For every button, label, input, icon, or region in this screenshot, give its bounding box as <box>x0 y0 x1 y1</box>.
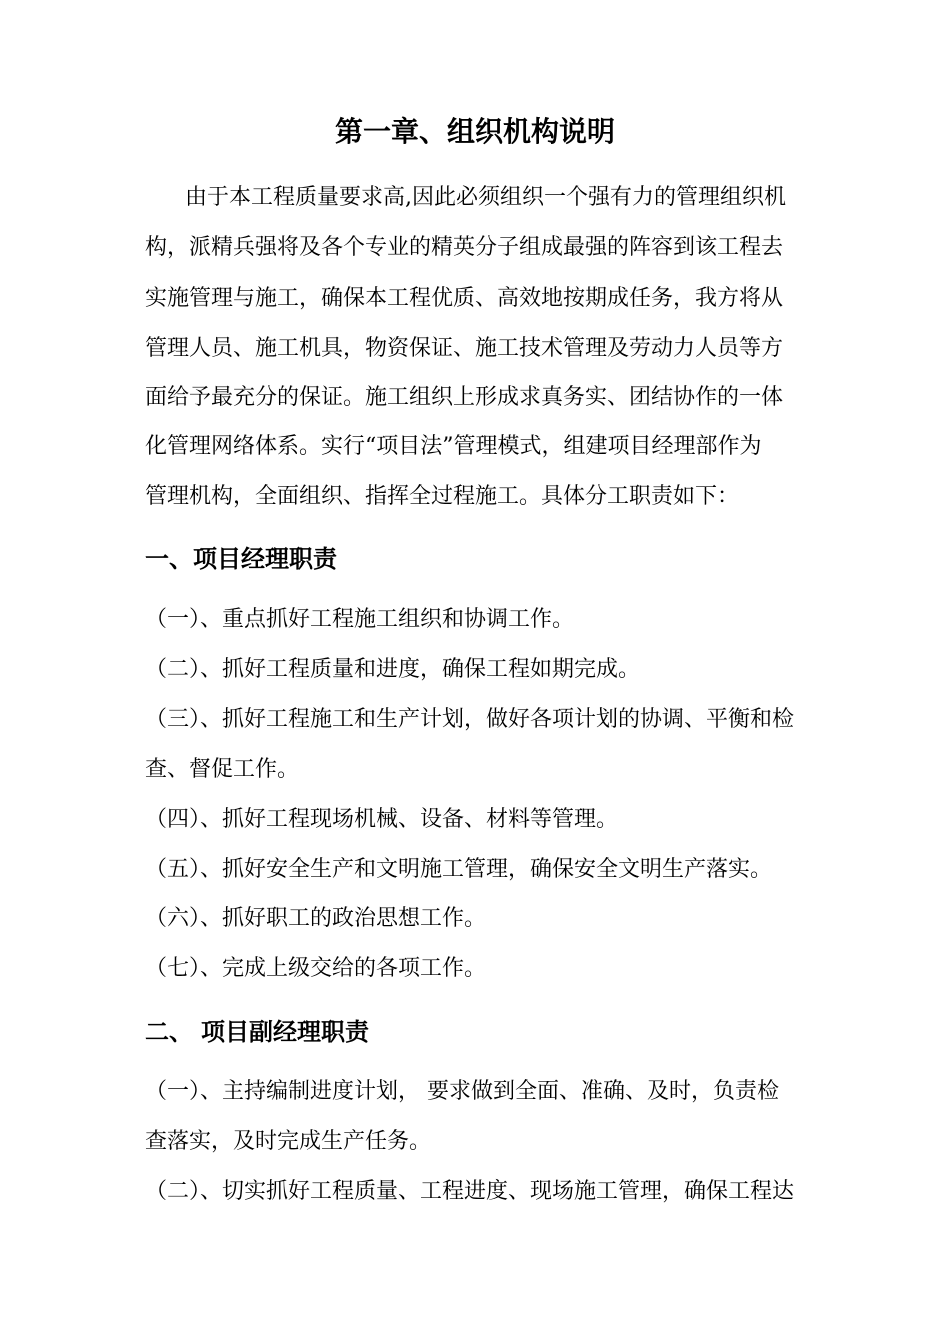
section-heading-2-text: 项目副经理职责 <box>201 1018 369 1046</box>
section-heading-2 <box>145 1015 369 1049</box>
section1-line-6: （五）、抓好安全生产和文明施工管理，确保安全文明生产落实。 <box>145 857 773 882</box>
section-heading-1: 一、项目经理职责 <box>145 545 337 573</box>
section1-line-1: （一）、重点抓好工程施工组织和协调工作。 <box>145 607 575 632</box>
section1-line-8: （七）、完成上级交给的各项工作。 <box>145 956 487 981</box>
section1-line-2: （二）、抓好工程质量和进度，确保工程如期完成。 <box>145 657 641 682</box>
intro-line-6: 化管理网络体系。实行“项目法”管理模式，组建项目经理部作为 <box>145 434 762 459</box>
section2-line-2: 查落实，及时完成生产任务。 <box>145 1129 432 1154</box>
intro-line-5: 面给予最充分的保证。施工组织上形成求真务实、团结协作的一体 <box>145 385 784 410</box>
section2-line-1: （一）、主持编制进度计划， 要求做到全面、准确、及时，负责检 <box>145 1079 779 1104</box>
section1-line-3: （三）、抓好工程施工和生产计划，做好各项计划的协调、平衡和检 <box>145 707 795 732</box>
intro-line-4: 管理人员、施工机具，物资保证、施工技术管理及劳动力人员等方 <box>145 336 784 361</box>
intro-line-1: 由于本工程质量要求高,因此必须组织一个强有力的管理组织机 <box>185 185 786 210</box>
section-heading-2-number: 二、 <box>145 1018 193 1046</box>
section1-line-4: 查、督促工作。 <box>145 757 300 782</box>
intro-line-2: 构，派精兵强将及各个专业的精英分子组成最强的阵容到该工程去 <box>145 235 784 260</box>
section2-line-3: （二）、切实抓好工程质量、工程进度、现场施工管理，确保工程达 <box>145 1179 795 1204</box>
section1-line-7: （六）、抓好职工的政治思想工作。 <box>145 906 487 931</box>
page-title: 第一章、组织机构说明 <box>334 115 615 148</box>
intro-line-3: 实施管理与施工，确保本工程优质、高效地按期成任务，我方将从 <box>145 286 784 311</box>
intro-line-7: 管理机构，全面组织、指挥全过程施工。具体分工职责如下： <box>145 484 740 509</box>
section1-line-5: （四）、抓好工程现场机械、设备、材料等管理。 <box>145 807 619 832</box>
